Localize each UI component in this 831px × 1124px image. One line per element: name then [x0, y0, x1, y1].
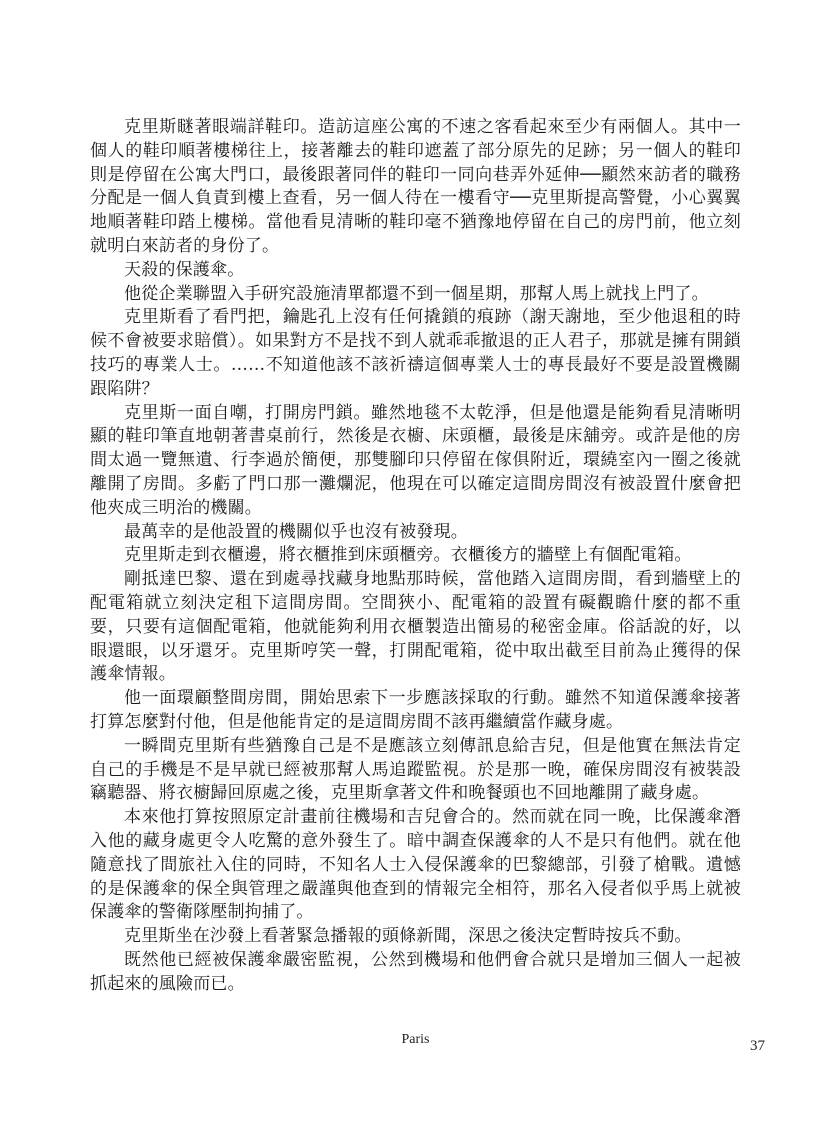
page-number: 37 [750, 1038, 765, 1054]
paragraph: 他一面環顧整間房間，開始思索下一步應該採取的行動。雖然不知道保護傘接著打算怎麼對付他，但是他能肯定的是這間房間不該再繼續當作藏身處。 [90, 688, 741, 732]
paragraph: 剛抵達巴黎、還在到處尋找藏身地點那時候，當他踏入這間房間，看到牆壁上的配電箱就立刻決定租下這間房間。空間狹小、配電箱的設置有礙觀瞻什麼的都不重要，只要有這個配電箱，他就能夠利用衣櫃製造出簡易的秘密金庫。俗話說的好，以眼還眼，以牙還牙。克里斯哼笑一聲，打開配電箱，從中取出截至目前為止獲得的保護傘情報。 [90, 569, 741, 685]
body-text [90, 116, 741, 996]
paragraph: 克里斯瞇著眼端詳鞋印。造訪這座公寓的不速之客看起來至少有兩個人。其中一個人的鞋印順著樓梯往上，接著離去的鞋印遮蓋了部分原先的足跡；另一個人的鞋印則是停留在公寓大門口，最後跟著同伴的鞋印一同向巷弄外延伸──顯然來訪者的職務分配是一個人負責到樓上查看，另一個人待在一樓看守──克里斯提高警覺，小心翼翼地順著鞋印踏上樓梯。當他看見清晰的鞋印毫不猶豫地停留在自己的房門前，他立刻就明白來訪者的身份了。 [90, 117, 741, 256]
paragraph: 本來他打算按照原定計畫前往機場和吉兒會合的。然而就在同一晚，比保護傘潛入他的藏身處更令人吃驚的意外發生了。暗中調查保護傘的人不是只有他們。就在他隨意找了間旅社入住的同時，不知名人士入侵保護傘的巴黎總部，引發了槍戰。遺憾的是保護傘的保全與管理之嚴謹與他查到的情報完全相符，那名入侵者似乎馬上就被保護傘的警衛隊壓制拘捕了。 [90, 807, 741, 923]
paragraph: 天殺的保護傘。 [124, 259, 245, 280]
paragraph: 一瞬間克里斯有些猶豫自己是不是應該立刻傳訊息給吉兒，但是他實在無法肯定自己的手機是不是早就已經被那幫人馬追蹤監視。於是那一晚，確保房間沒有被裝設竊聽器、將衣櫥歸回原處之後，克里斯拿著文件和晚餐頭也不回地離開了藏身處。 [90, 735, 741, 804]
paragraph: 最萬幸的是他設置的機關似乎也沒有被發現。 [124, 521, 468, 542]
paragraph: 他從企業聯盟入手研究設施清單都還不到一個星期，那幫人馬上就找上門了。 [124, 283, 709, 304]
paragraph: 克里斯看了看門把，鑰匙孔上沒有任何撬鎖的痕跡（謝天謝地，至少他退租的時候不會被要求賠償）。如果對方不是找不到人就乖乖撤退的正人君子，那就是擁有開鎖技巧的專業人士。……不知道他該不該祈禱這個專業人士的專長最好不要是設置機關跟陷阱？ [90, 307, 741, 399]
paragraph: 克里斯走到衣櫃邊，將衣櫃推到床頭櫃旁。衣櫃後方的牆壁上有個配電箱。 [124, 545, 692, 566]
running-footer-title: Paris [401, 1032, 430, 1047]
paragraph: 克里斯一面自嘲，打開房門鎖。雖然地毯不太乾淨，但是他還是能夠看見清晰明顯的鞋印筆直地朝著書桌前行，然後是衣櫥、床頭櫃，最後是床舖旁。或許是他的房間太過一覽無遺、行李過於簡便，那雙腳印只停留在傢俱附近，環繞室內一圈之後就離開了房間。多虧了門口那一灘爛泥，他現在可以確定這間房間沒有被設置什麼會把他夾成三明治的機關。 [90, 402, 741, 518]
paragraph: 既然他已經被保護傘嚴密監視，公然到機場和他們會合就只是增加三個人一起被抓起來的風險而已。 [90, 949, 741, 994]
paragraph: 克里斯坐在沙發上看著緊急播報的頭條新聞，深思之後決定暫時按兵不動。 [124, 926, 692, 947]
